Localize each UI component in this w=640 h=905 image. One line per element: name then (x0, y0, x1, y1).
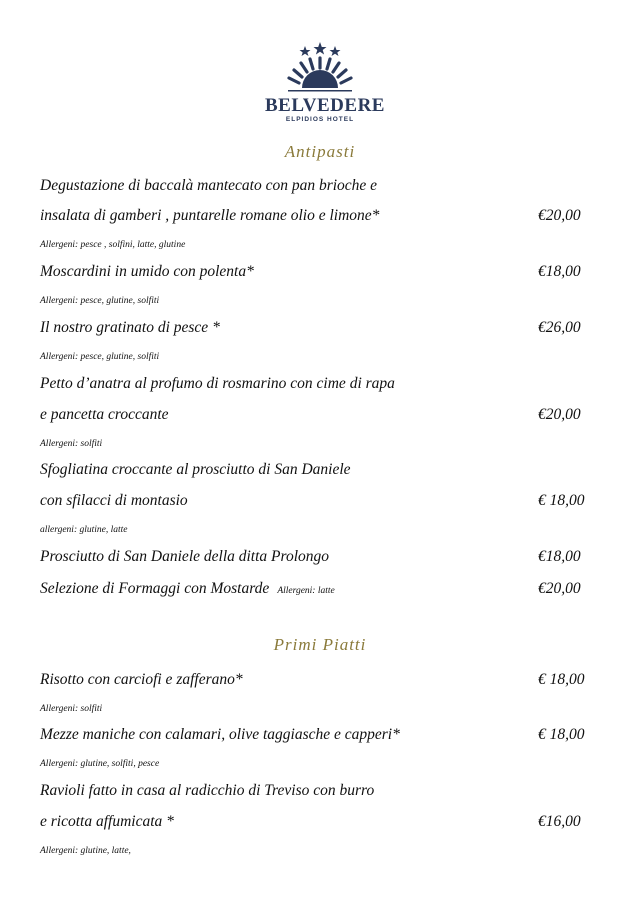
menu-item-text: Ravioli fatto in casa al radicchio di Treviso con burro (40, 782, 375, 799)
menu-item-text: insalata di gamberi , puntarelle romane olio e limone* (40, 207, 380, 224)
section-title-antipasti: Antipasti (284, 142, 356, 161)
sunrise-logo-icon (280, 42, 360, 94)
allergen-note: Allergeni: latte (277, 586, 335, 596)
menu-item-text: e ricotta affumicata * (40, 813, 174, 830)
allergen-note: allergeni: glutine, latte (40, 525, 128, 535)
menu-item-text: Prosciutto di San Daniele della ditta Prolongo (40, 548, 330, 565)
allergen-note: Allergeni: pesce, glutine, solfiti (40, 352, 160, 362)
allergen-note: Allergeni: glutine, solfiti, pesce (40, 759, 160, 769)
menu-item-text: e pancetta croccante (40, 406, 169, 423)
menu-item-text: con sfilacci di montasio (40, 492, 188, 509)
menu-item-row (40, 579, 600, 601)
allergen-note: Allergeni: solfiti (40, 704, 103, 714)
section-title-primi-piatti: Primi Piatti (273, 635, 367, 654)
menu-item-price: €18,00 (538, 263, 581, 280)
menu-item-text: Sfogliatina croccante al prosciutto di San Daniele (40, 461, 351, 478)
allergen-note: Allergeni: pesce , solfini, latte, glutine (40, 240, 186, 250)
menu-item-text: Moscardini in umido con polenta* (40, 263, 254, 280)
allergen-note: Allergeni: solfiti (40, 439, 103, 449)
menu-item-price: €18,00 (538, 548, 581, 565)
allergen-note: Allergeni: pesce, glutine, solfiti (40, 296, 160, 306)
menu-item-price: € 18,00 (538, 492, 585, 509)
logo-subtitle: ELPIDIOS HOTEL (285, 116, 355, 123)
menu-item-price: €20,00 (538, 580, 581, 597)
hotel-logo (265, 42, 385, 123)
menu-item-text: Risotto con carciofi e zafferano* (40, 671, 243, 688)
menu-item-text: Petto d’anatra al profumo di rosmarino con cime di rapa (40, 375, 395, 392)
menu-item-text: Degustazione di baccalà mantecato con pan brioche e (40, 177, 378, 194)
menu-item-price: € 18,00 (538, 726, 585, 743)
logo-brand-name: BELVEDERE (265, 95, 385, 116)
menu-item-price: €16,00 (538, 813, 581, 830)
menu-item-price: €20,00 (538, 207, 581, 224)
menu-item-text: Mezze maniche con calamari, olive taggiasche e capperi* (40, 726, 400, 743)
menu-item-text: Il nostro gratinato di pesce * (40, 319, 220, 336)
menu-item-price: € 18,00 (538, 671, 585, 688)
menu-item-price: €20,00 (538, 406, 581, 423)
allergen-note: Allergeni: glutine, latte, (40, 846, 131, 856)
menu-item-price: €26,00 (538, 319, 581, 336)
menu-item-text: Selezione di Formaggi con Mostarde (40, 580, 270, 597)
